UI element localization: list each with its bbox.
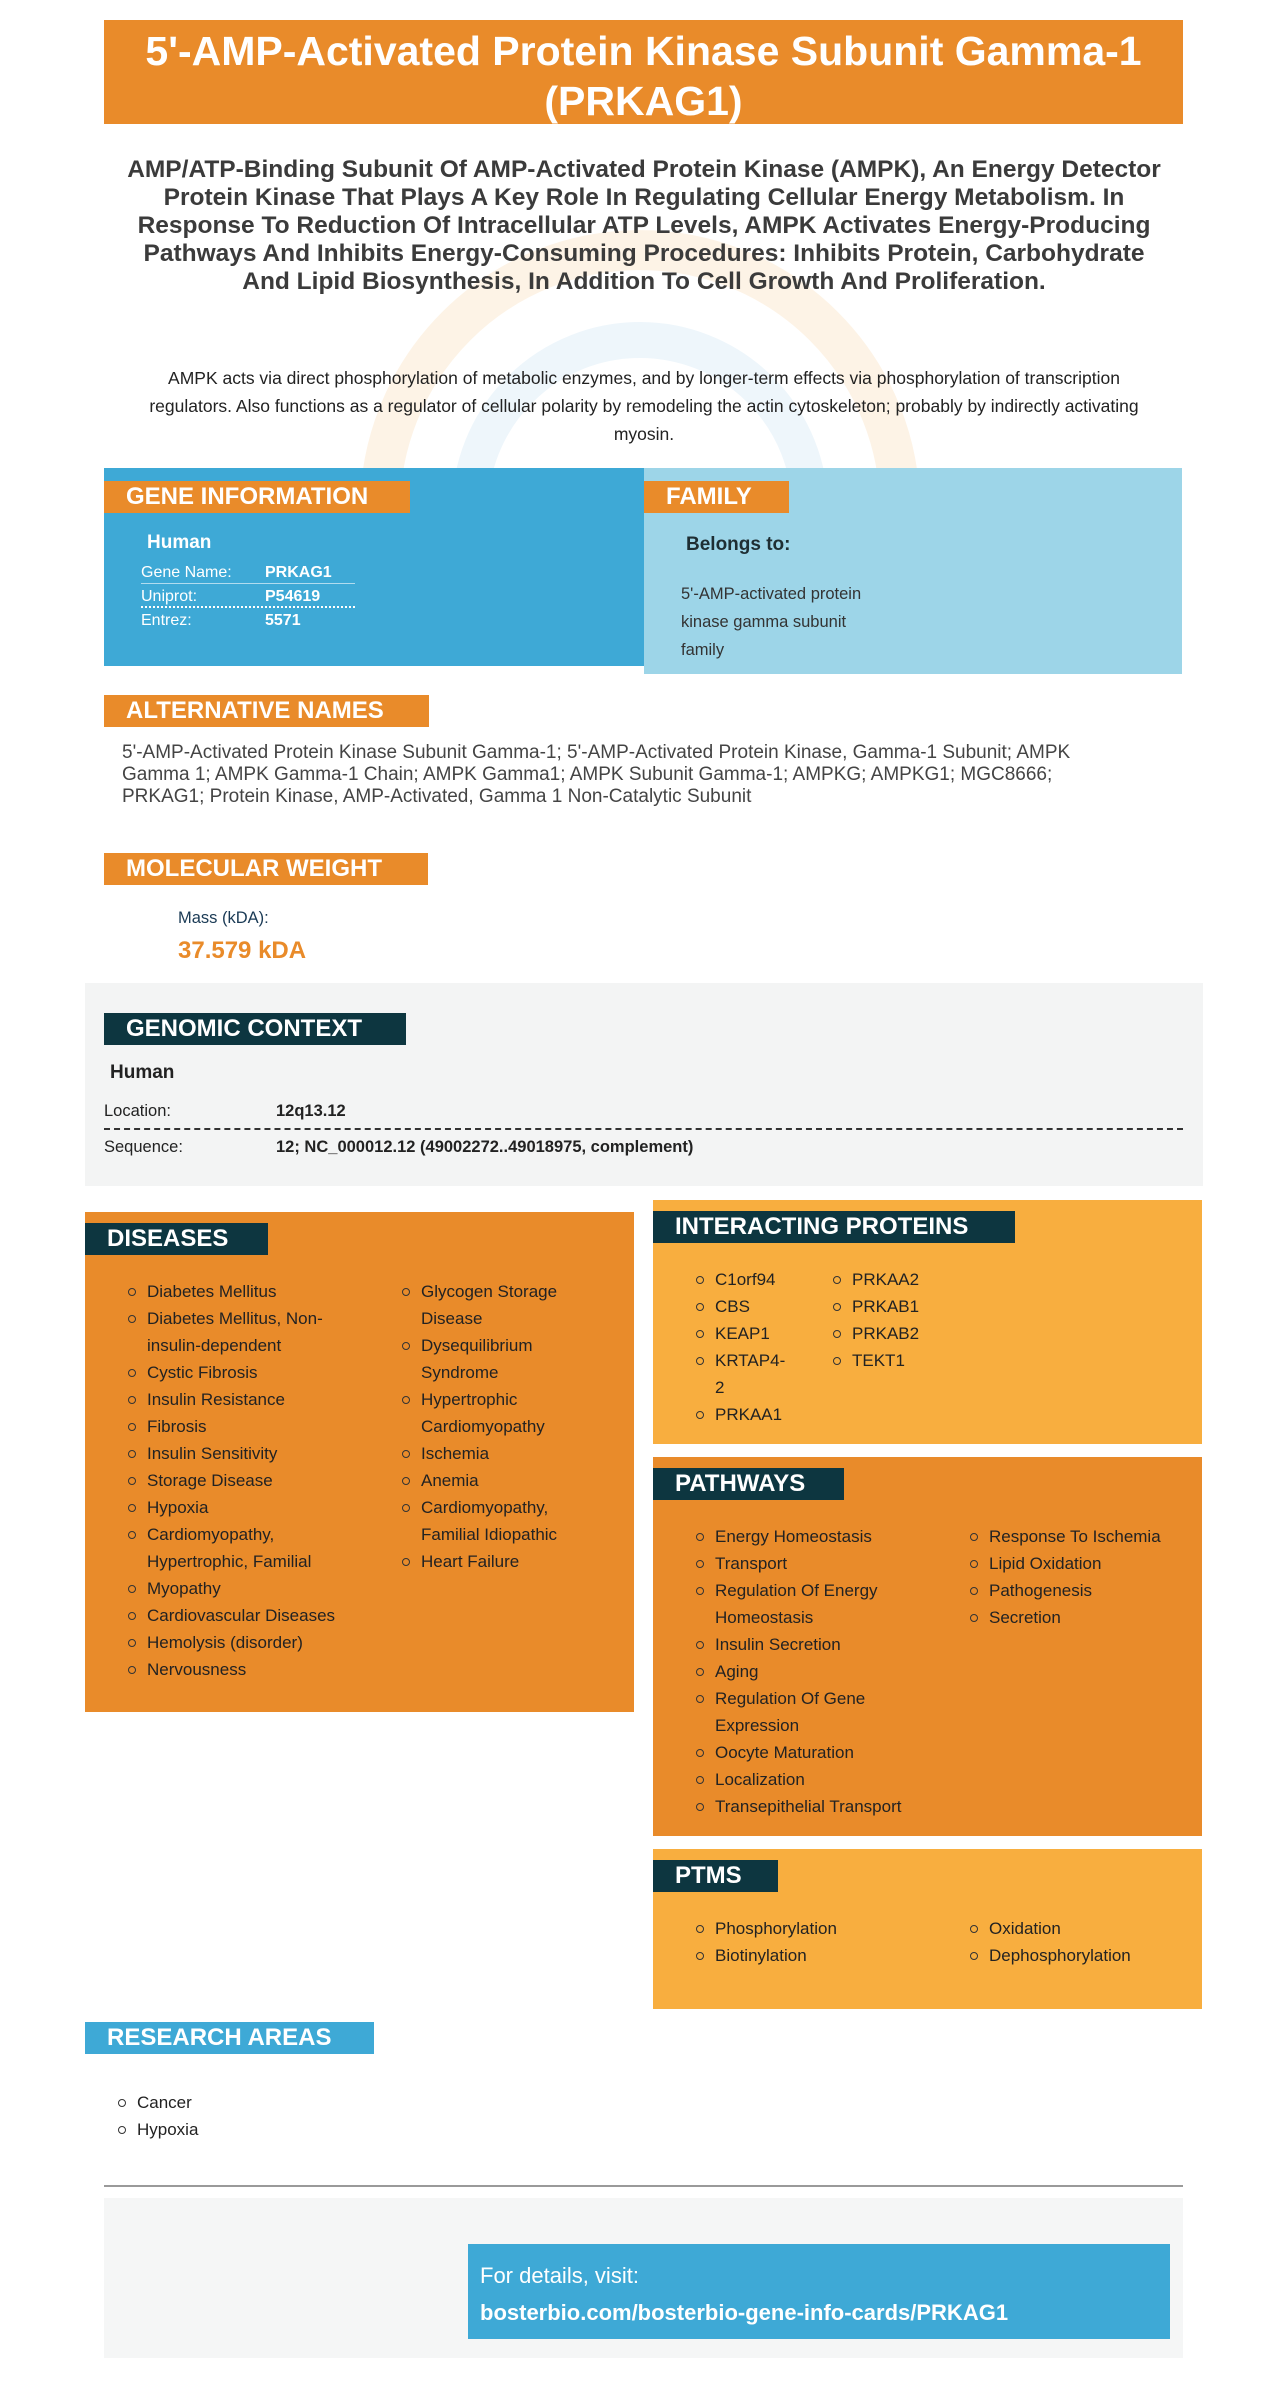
ptms-list-col1 <box>693 1915 933 1969</box>
entrez-value: 5571 <box>265 612 301 629</box>
ptms-list-col2 <box>967 1915 1197 1969</box>
list-item: Hypertrophic Cardiomyopathy <box>399 1386 619 1440</box>
list-item: C1orf94 <box>693 1266 803 1293</box>
list-item: Storage Disease <box>125 1467 345 1494</box>
list-item: Dephosphorylation <box>967 1942 1197 1969</box>
interacting-proteins-heading: INTERACTING PROTEINS <box>653 1211 1015 1243</box>
list-item: Hemolysis (disorder) <box>125 1629 345 1656</box>
uniprot-value: P54619 <box>265 588 321 605</box>
alternative-names-text <box>122 742 1162 808</box>
details-link-box[interactable] <box>468 2244 1170 2339</box>
alternative-names-line: PRKAG1; Protein Kinase, AMP-Activated, Gamma 1 Non-Catalytic Subunit <box>122 786 752 807</box>
research-areas-heading: RESEARCH AREAS <box>85 2022 374 2054</box>
protein-description: AMPK acts via direct phosphorylation of metabolic enzymes, and by longer-term effects via phosphorylation of transcription regulators. Also functions as a regulator of cellular polarity by remodeling the actin cytoskeleton; probably by indirectly activating myosin. <box>149 368 1139 444</box>
list-item: Insulin Secretion <box>693 1631 933 1658</box>
list-item: PRKAB1 <box>830 1293 990 1320</box>
list-item: Secretion <box>967 1604 1197 1631</box>
sequence-row <box>104 1130 1183 1165</box>
diseases-heading: DISEASES <box>85 1223 268 1255</box>
details-url-link[interactable]: bosterbio.com/bosterbio-gene-info-cards/PRKAG1 <box>480 2300 1009 2325</box>
list-item: KRTAP4- 2 <box>693 1347 803 1401</box>
list-item: Regulation Of Energy Homeostasis <box>693 1577 933 1631</box>
mass-value: 37.579 kDA <box>178 937 307 964</box>
diseases-list-col2 <box>399 1278 619 1575</box>
uniprot-row <box>141 586 355 608</box>
family-line: 5'-AMP-activated protein <box>681 585 862 603</box>
family-belongs-label: Belongs to: <box>686 534 791 555</box>
genomic-context-heading: GENOMIC CONTEXT <box>104 1013 406 1045</box>
list-item: Cardiomyopathy, Familial Idiopathic <box>399 1494 619 1548</box>
family-heading: FAMILY <box>644 481 789 513</box>
interacting-proteins-panel <box>653 1200 1202 1444</box>
list-item: Oocyte Maturation <box>693 1739 933 1766</box>
alternative-names-line: 5'-AMP-Activated Protein Kinase Subunit Gamma-1; 5'-AMP-Activated Protein Kinase, Gamma-1 Subunit; AMPK <box>122 742 1071 763</box>
family-line: family <box>681 641 725 659</box>
list-item: Myopathy <box>125 1575 345 1602</box>
list-item: Cardiovascular Diseases <box>125 1602 345 1629</box>
list-item: Fibrosis <box>125 1413 345 1440</box>
list-item: Phosphorylation <box>693 1915 933 1942</box>
list-item: Pathogenesis <box>967 1577 1197 1604</box>
page-title: 5'-AMP-Activated Protein Kinase Subunit Gamma-1 (PRKAG1) <box>104 20 1183 124</box>
list-item: KEAP1 <box>693 1320 803 1347</box>
entrez-row <box>141 610 355 632</box>
molecular-weight-heading: MOLECULAR WEIGHT <box>104 853 428 885</box>
list-item: PRKAB2 <box>830 1320 990 1347</box>
ptms-heading: PTMS <box>653 1860 778 1892</box>
research-areas-list <box>115 2089 198 2143</box>
pathways-panel <box>653 1457 1202 1836</box>
list-item: Regulation Of Gene Expression <box>693 1685 933 1739</box>
list-item: Dysequilibrium Syndrome <box>399 1332 619 1386</box>
protein-function-summary: AMP/ATP-Binding Subunit Of AMP-Activated Protein Kinase (AMPK), An Energy Detector Protein Kinase That Plays A Key Role In Regulating Cellular Energy Metabolism. In Response To Reduction Of Intracellular ATP Levels, AMPK Activates Energy-Producing Pathways And Inhibits Energy-Consuming Procedures: Inhibits Protein, Carbohydrate And Lipid Biosynthesis, In Addition To Cell Growth And Proliferation. <box>127 156 1161 295</box>
location-label: Location: <box>104 1102 171 1120</box>
location-row <box>104 1095 1183 1130</box>
diseases-panel <box>85 1212 634 1712</box>
list-item: Cystic Fibrosis <box>125 1359 345 1386</box>
family-name <box>681 580 861 664</box>
sequence-value: 12; NC_000012.12 (49002272..49018975, complement) <box>276 1138 694 1156</box>
list-item: Hypoxia <box>125 1494 345 1521</box>
family-panel <box>644 468 1182 674</box>
pathways-heading: PATHWAYS <box>653 1468 844 1500</box>
entrez-label: Entrez: <box>141 612 192 629</box>
list-item: Cancer <box>115 2089 198 2116</box>
gene-species: Human <box>147 532 212 553</box>
list-item: Insulin Resistance <box>125 1386 345 1413</box>
list-item: Cardiomyopathy, Hypertrophic, Familial <box>125 1521 345 1575</box>
sequence-label: Sequence: <box>104 1138 183 1156</box>
list-item: PRKAA1 <box>693 1401 803 1428</box>
interacting-list-col1 <box>693 1266 803 1428</box>
list-item: Glycogen Storage Disease <box>399 1278 619 1332</box>
gene-name-row <box>141 562 355 584</box>
list-item: Localization <box>693 1766 933 1793</box>
list-item: Response To Ischemia <box>967 1523 1197 1550</box>
list-item: Hypoxia <box>115 2116 198 2143</box>
list-item: Insulin Sensitivity <box>125 1440 345 1467</box>
interacting-list-col2 <box>830 1266 990 1374</box>
list-item: Lipid Oxidation <box>967 1550 1197 1577</box>
list-item: Diabetes Mellitus, Non- insulin-dependent <box>125 1305 345 1359</box>
list-item: Energy Homeostasis <box>693 1523 933 1550</box>
list-item: Nervousness <box>125 1656 345 1683</box>
list-item: Heart Failure <box>399 1548 619 1575</box>
list-item: Aging <box>693 1658 933 1685</box>
list-item: Diabetes Mellitus <box>125 1278 345 1305</box>
details-prompt: For details, visit: <box>480 2263 639 2288</box>
genomic-species: Human <box>110 1062 175 1083</box>
uniprot-label: Uniprot: <box>141 588 198 605</box>
list-item: TEKT1 <box>830 1347 990 1374</box>
pathways-list-col2 <box>967 1523 1197 1631</box>
gene-name-value: PRKAG1 <box>265 564 332 581</box>
gene-name-label: Gene Name: <box>141 564 232 581</box>
location-value: 12q13.12 <box>276 1102 346 1120</box>
ptms-panel <box>653 1849 1202 2009</box>
list-item: Anemia <box>399 1467 619 1494</box>
list-item: PRKAA2 <box>830 1266 990 1293</box>
list-item: Transport <box>693 1550 933 1577</box>
list-item: Oxidation <box>967 1915 1197 1942</box>
list-item: Biotinylation <box>693 1942 933 1969</box>
family-line: kinase gamma subunit <box>681 613 847 631</box>
gene-information-heading: GENE INFORMATION <box>104 481 410 513</box>
alternative-names-heading: ALTERNATIVE NAMES <box>104 695 429 727</box>
mass-label: Mass (kDA): <box>178 909 269 927</box>
footer-divider <box>104 2185 1183 2187</box>
diseases-list-col1 <box>125 1278 345 1683</box>
list-item: Ischemia <box>399 1440 619 1467</box>
pathways-list-col1 <box>693 1523 933 1820</box>
genomic-context-panel <box>85 983 1203 1186</box>
gene-information-panel <box>104 468 644 666</box>
alternative-names-line: Gamma 1; AMPK Gamma-1 Chain; AMPK Gamma1; AMPK Subunit Gamma-1; AMPKG; AMPKG1; MGC8666; <box>122 764 1053 785</box>
list-item: CBS <box>693 1293 803 1320</box>
list-item: Transepithelial Transport <box>693 1793 933 1820</box>
